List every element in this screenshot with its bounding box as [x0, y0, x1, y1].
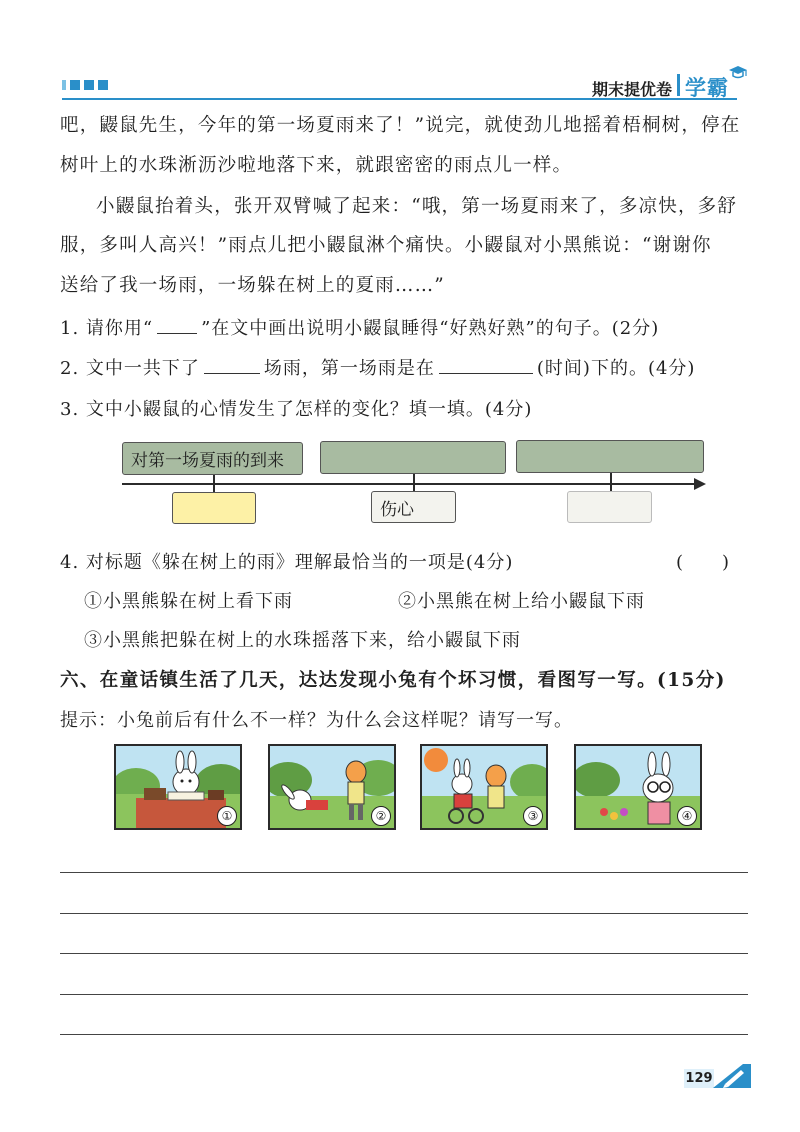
timeline-axis — [122, 483, 698, 485]
header-title: 期末提优卷 — [592, 80, 673, 99]
mood-box-1: 对第一场夏雨的到来 — [122, 442, 303, 475]
picture-3-rabbit-riding: ③ — [420, 744, 548, 830]
q2-blank-count[interactable] — [204, 355, 260, 374]
section-6-title: 六、在童话镇生活了几天，达达发现小兔有个坏习惯，看图写一写。(15分) — [60, 670, 726, 691]
passage-line-3: 小鼹鼠抬着头，张开双臂喊了起来：“哦，第一场夏雨来了，多凉快，多舒 — [96, 196, 738, 217]
page-number: 129 — [685, 1071, 713, 1086]
q1-line-blank[interactable] — [157, 315, 197, 334]
writing-line-4[interactable] — [60, 994, 748, 995]
picture-1-rabbit-reading: ① — [114, 744, 242, 830]
q4-option-1[interactable]: ①小黑熊躲在树上看下雨 — [84, 591, 293, 612]
question-2: 2. 文中一共下了 场雨，第一场雨是在 (时间)下的。(4分) — [60, 354, 695, 380]
connector-3 — [610, 473, 612, 491]
header-decoration — [62, 80, 108, 90]
question-1: 1. 请你用“ ”在文中画出说明小鼹鼠睡得“好熟好熟”的句子。(2分) — [60, 314, 659, 340]
brand-logo: 学霸 — [685, 76, 729, 100]
header-divider — [677, 74, 680, 96]
picture-2-rabbit-falling: ② — [268, 744, 396, 830]
mood-box-3-answer[interactable] — [320, 441, 506, 474]
question-3: 3. 文中小鼹鼠的心情发生了怎样的变化？填一填。(4分) — [60, 399, 533, 420]
passage-line-2: 树叶上的水珠淅沥沙啦地落下来，就跟密密的雨点儿一样。 — [60, 155, 573, 176]
mood-box-6-answer[interactable] — [567, 491, 652, 523]
mood-box-5-answer[interactable] — [516, 440, 704, 473]
mood-box-4: 伤心 — [371, 491, 456, 523]
q4-option-3[interactable]: ③小黑熊把躲在树上的水珠摇落下来，给小鼹鼠下雨 — [84, 630, 521, 651]
question-4: 4. 对标题《躲在树上的雨》理解最恰当的一项是(4分) — [60, 552, 514, 573]
passage-line-5: 送给了我一场雨，一场躲在树上的夏雨……” — [60, 275, 445, 296]
timeline-arrowhead — [694, 478, 706, 490]
writing-line-1[interactable] — [60, 872, 748, 873]
passage-line-1: 吧，鼹鼠先生，今年的第一场夏雨来了！”说完，就使劲儿地摇着梧桐树，停在 — [60, 115, 741, 136]
q4-option-2[interactable]: ②小黑熊在树上给小鼹鼠下雨 — [398, 591, 645, 612]
mood-box-2-answer[interactable] — [172, 492, 256, 524]
writing-line-3[interactable] — [60, 953, 748, 954]
q2-blank-time[interactable] — [439, 355, 533, 374]
q4-answer-paren[interactable]: ( ) — [676, 552, 731, 573]
section-6-hint: 提示：小兔前后有什么不一样？为什么会这样呢？请写一写。 — [60, 710, 573, 731]
writing-line-5[interactable] — [60, 1034, 748, 1035]
pencil-icon — [713, 1064, 751, 1090]
passage-line-4: 服，多叫人高兴！”雨点儿把小鼹鼠淋个痛快。小鼹鼠对小黑熊说：“谢谢你 — [60, 235, 712, 256]
picture-4-rabbit-glasses: ④ — [574, 744, 702, 830]
graduation-cap-icon — [727, 64, 749, 80]
writing-line-2[interactable] — [60, 913, 748, 914]
